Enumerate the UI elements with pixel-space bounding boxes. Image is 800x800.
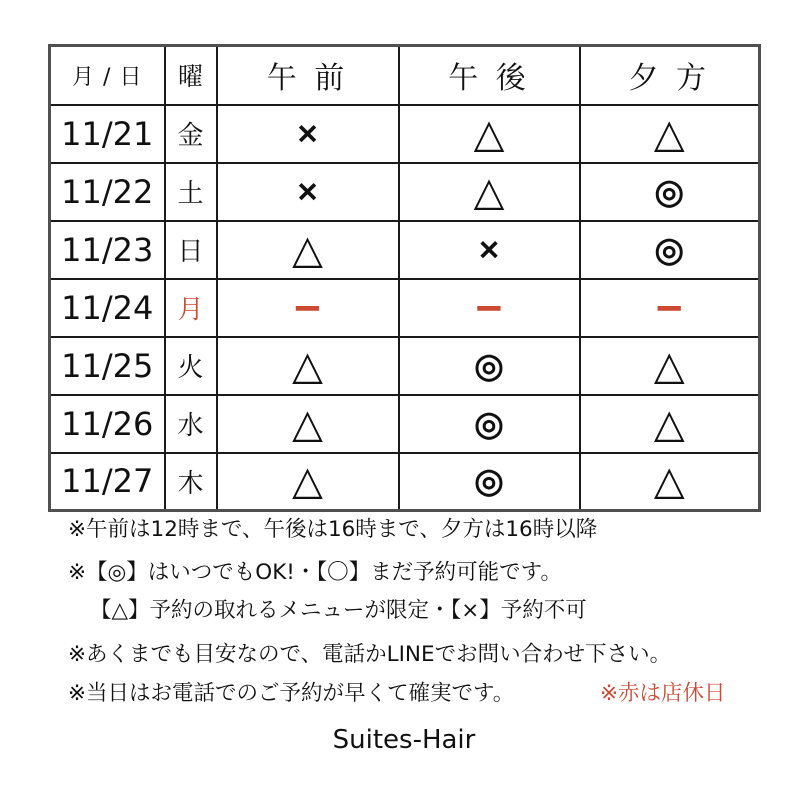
note-legend-available: ※【◎】はいつでもOK!・【〇】まだ予約可能です。 bbox=[68, 560, 562, 585]
weekday-cell: 土 bbox=[165, 163, 217, 221]
evening-status: ◎ bbox=[580, 221, 760, 279]
note-closed-day: ※赤は店休日 bbox=[600, 681, 726, 706]
note-contact: ※あくまでも目安なので、電話かLINEでお問い合わせ下さい。 bbox=[68, 642, 672, 667]
weekday-cell: 水 bbox=[165, 395, 217, 453]
afternoon-status: − bbox=[399, 279, 580, 337]
schedule-row bbox=[50, 221, 760, 279]
afternoon-status: ◎ bbox=[399, 395, 580, 453]
date-cell: 11/26 bbox=[50, 395, 165, 453]
weekday-cell: 月 bbox=[165, 279, 217, 337]
evening-status: ◎ bbox=[580, 163, 760, 221]
morning-status: △ bbox=[217, 221, 399, 279]
schedule-row bbox=[50, 337, 760, 395]
afternoon-status: △ bbox=[399, 163, 580, 221]
afternoon-status: × bbox=[399, 221, 580, 279]
afternoon-status: ◎ bbox=[399, 337, 580, 395]
evening-status: △ bbox=[580, 337, 760, 395]
date-cell: 11/23 bbox=[50, 221, 165, 279]
morning-status: × bbox=[217, 163, 399, 221]
header-morning: 午 前 bbox=[217, 46, 399, 105]
header-weekday: 曜 bbox=[165, 46, 217, 105]
afternoon-status: △ bbox=[399, 105, 580, 163]
header-evening: 夕 方 bbox=[580, 46, 760, 105]
schedule-row bbox=[50, 163, 760, 221]
morning-status: △ bbox=[217, 453, 399, 511]
date-cell: 11/25 bbox=[50, 337, 165, 395]
note-same-day: ※当日はお電話でのご予約が早くて確実です。 bbox=[68, 681, 515, 706]
morning-status: △ bbox=[217, 395, 399, 453]
date-cell: 11/21 bbox=[50, 105, 165, 163]
schedule-row bbox=[50, 453, 760, 511]
morning-status: △ bbox=[217, 337, 399, 395]
note-hours: ※午前は12時まで、午後は16時まで、夕方は16時以降 bbox=[68, 517, 598, 542]
schedule-row bbox=[50, 279, 760, 337]
date-cell: 11/27 bbox=[50, 453, 165, 511]
note-legend-limited: 【△】予約の取れるメニューが限定・【×】予約不可 bbox=[90, 598, 587, 623]
header-date: 月 / 日 bbox=[50, 46, 165, 105]
schedule-row bbox=[50, 105, 760, 163]
evening-status: △ bbox=[580, 453, 760, 511]
header-row bbox=[50, 46, 760, 105]
header-afternoon: 午 後 bbox=[399, 46, 580, 105]
weekday-cell: 金 bbox=[165, 105, 217, 163]
weekday-cell: 日 bbox=[165, 221, 217, 279]
shop-name: Suites-Hair bbox=[332, 725, 476, 755]
morning-status: − bbox=[217, 279, 399, 337]
weekday-cell: 火 bbox=[165, 337, 217, 395]
afternoon-status: ◎ bbox=[399, 453, 580, 511]
evening-status: − bbox=[580, 279, 760, 337]
morning-status: × bbox=[217, 105, 399, 163]
date-cell: 11/22 bbox=[50, 163, 165, 221]
weekday-cell: 木 bbox=[165, 453, 217, 511]
evening-status: △ bbox=[580, 105, 760, 163]
schedule-table bbox=[48, 44, 761, 512]
date-cell: 11/24 bbox=[50, 279, 165, 337]
schedule-row bbox=[50, 395, 760, 453]
evening-status: △ bbox=[580, 395, 760, 453]
